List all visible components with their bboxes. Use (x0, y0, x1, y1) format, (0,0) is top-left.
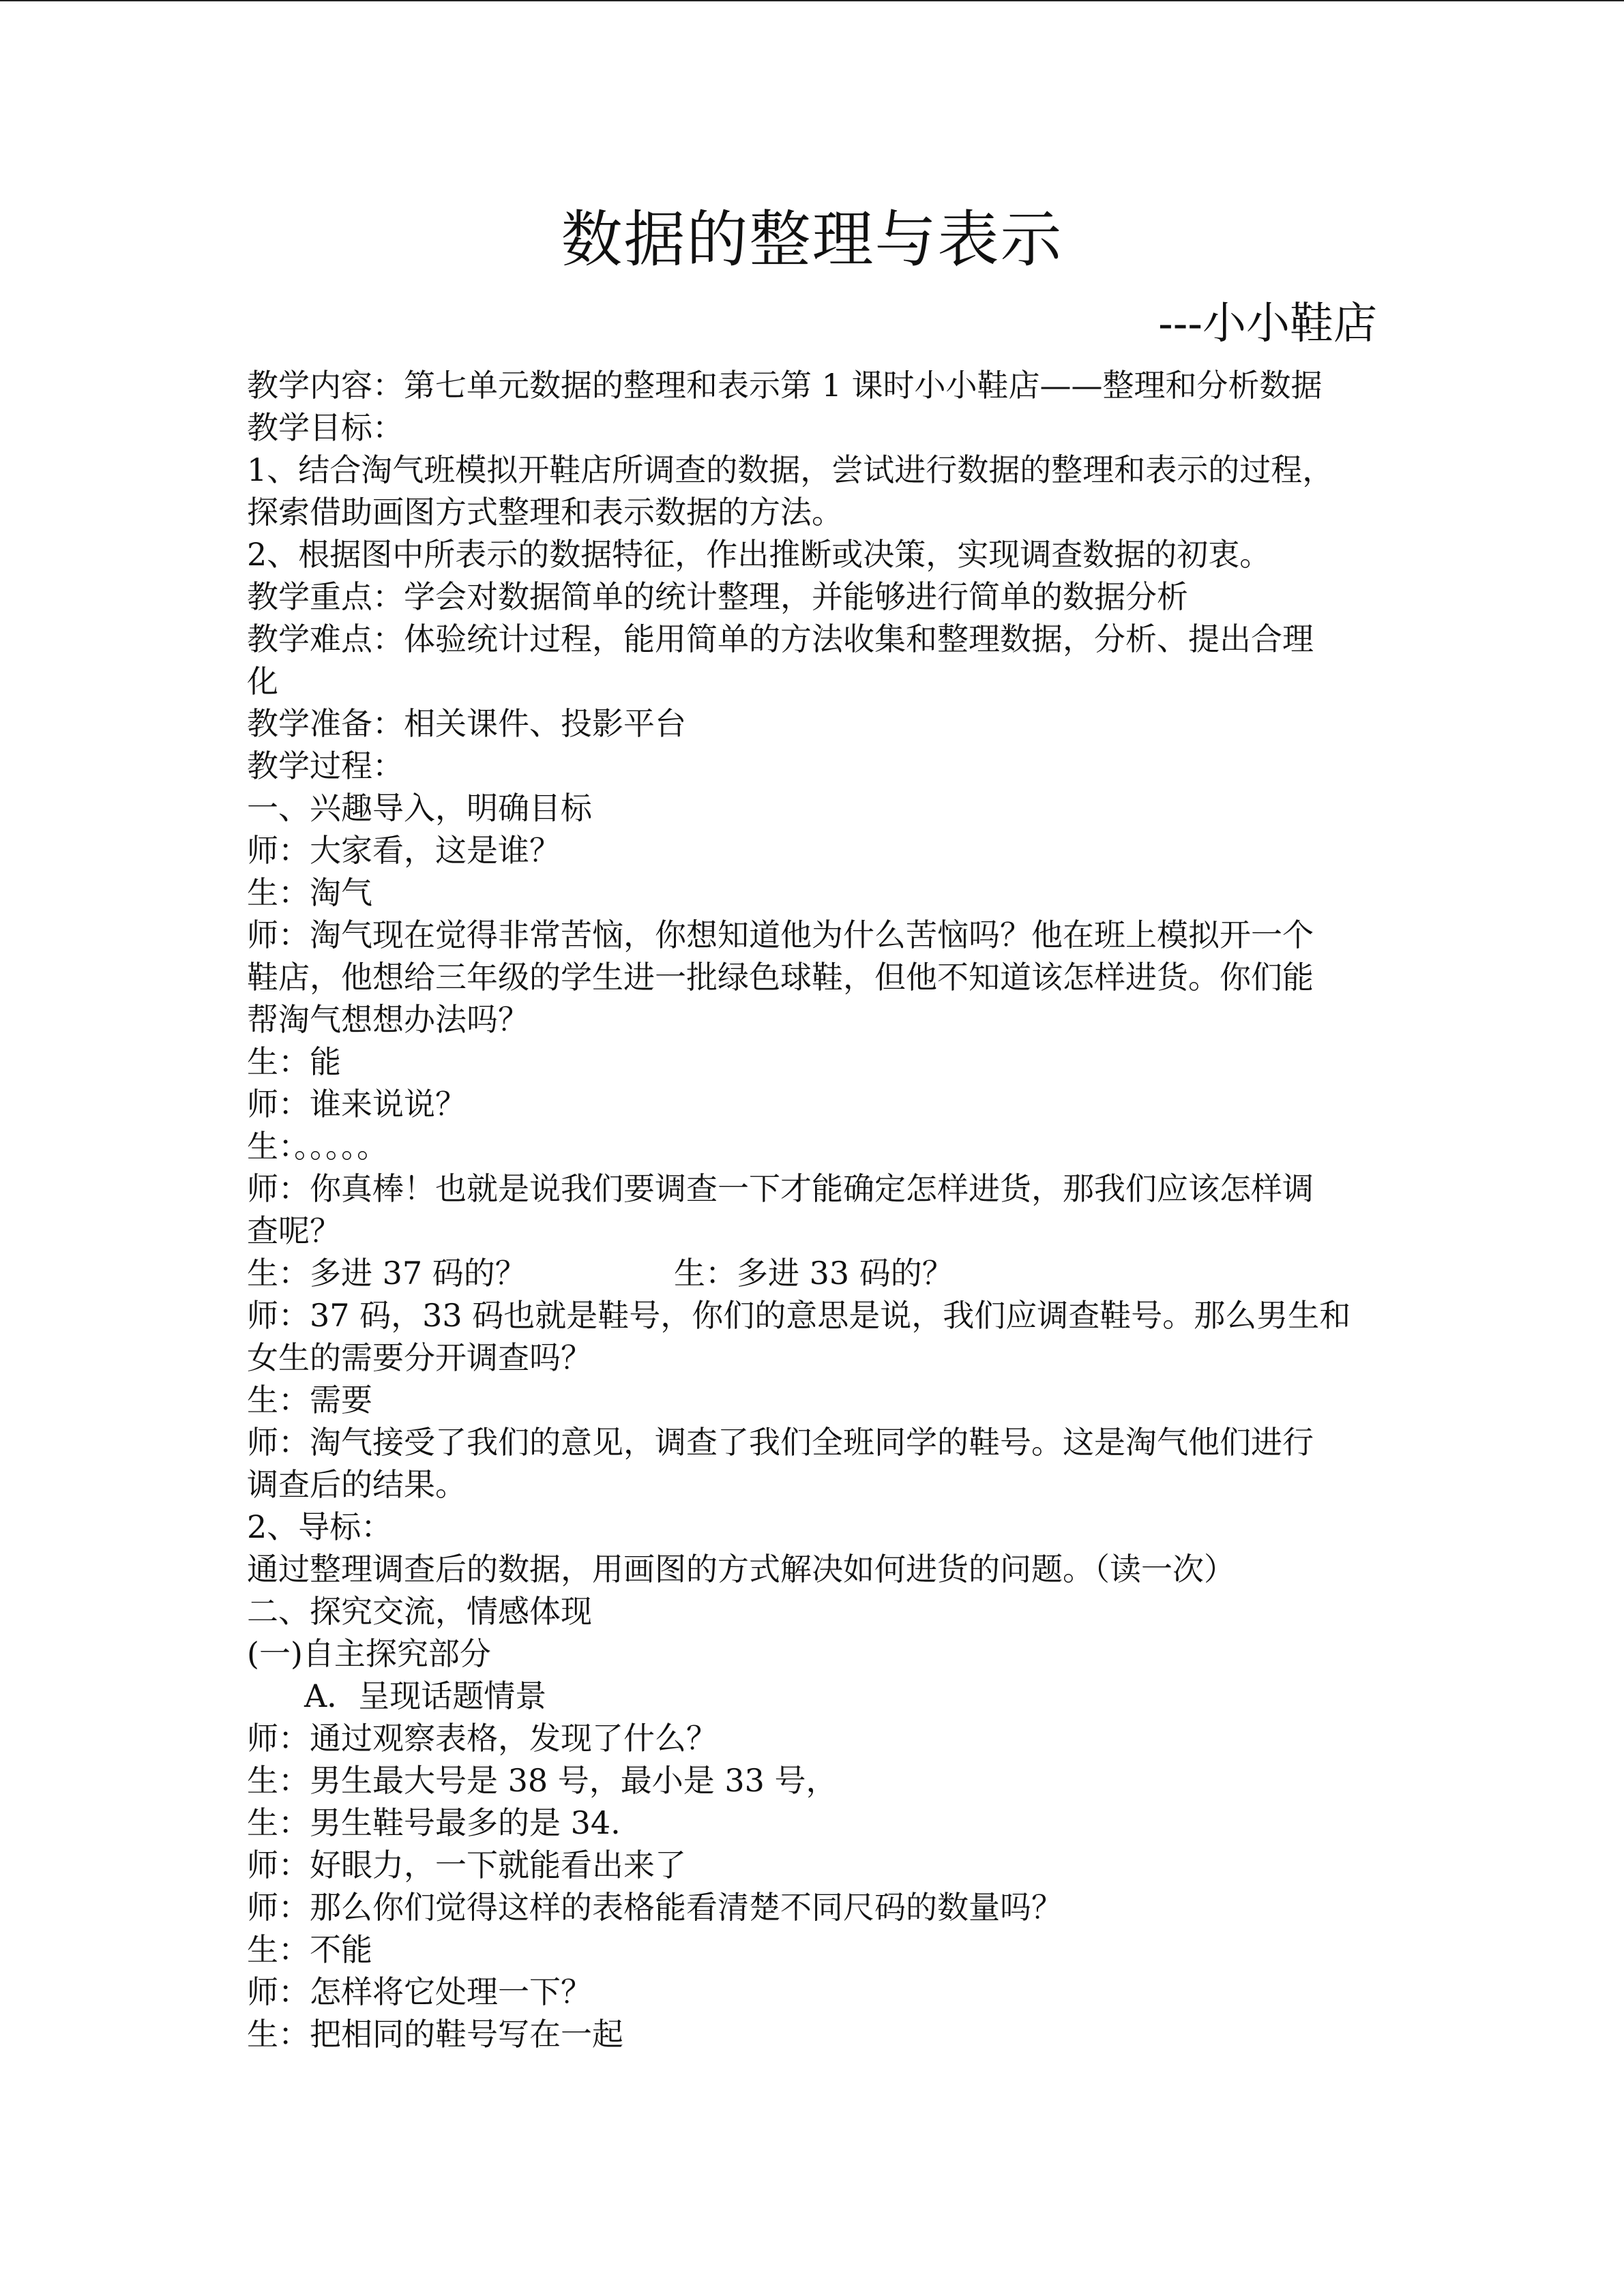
dialogue-right: 生：多进 33 码的？ (674, 1255, 954, 1292)
dialogue-line: 调查后的结果。 (247, 1466, 467, 1503)
document-title: 数据的整理与表示 (561, 204, 1063, 275)
text-line: 化 (247, 663, 278, 700)
dialogue-line: 师：淘气接受了我们的意见，调查了我们全班同学的鞋号。这是淘气他们进行 (247, 1424, 1314, 1461)
dialogue-line: 帮淘气想想办法吗？ (247, 1001, 529, 1038)
text-line: 1、结合淘气班模拟开鞋店所调查的数据，尝试进行数据的整理和表示的过程， (247, 451, 1334, 488)
section-heading: 一、兴趣导入，明确目标 (247, 790, 592, 826)
text-line: 教学过程： (247, 747, 404, 784)
dialogue-left: 生：多进 37 码的？ (247, 1255, 527, 1292)
dialogue-line: 师：好眼力，一下就能看出来了 (247, 1847, 686, 1883)
text-line: 2、根据图中所表示的数据特征，作出推断或决策，实现调查数据的初衷。 (247, 536, 1271, 573)
subsection-heading: A．呈现话题情景 (304, 1678, 547, 1714)
text-line: 探索借助画图方式整理和表示数据的方法。 (247, 494, 843, 531)
dialogue-line: 生：男生鞋号最多的是 34. (247, 1804, 621, 1841)
dialogue-line: 生：不能 (247, 1931, 372, 1968)
text-line: 教学难点：体验统计过程，能用简单的方法收集和整理数据，分析、提出合理 (247, 621, 1314, 657)
dialogue-line: 查呢？ (247, 1212, 341, 1249)
dialogue-line: 师：大家看，这是谁？ (247, 832, 561, 869)
text-line: 教学目标： (247, 409, 404, 446)
dialogue-line: 师：你真棒！也就是说我们要调查一下才能确定怎样进货，那我们应该怎样调 (247, 1170, 1314, 1207)
dialogue-line: 师：通过观察表格，发现了什么？ (247, 1720, 718, 1757)
dialogue-line: 生：能 (247, 1043, 341, 1080)
section-heading: 二、探究交流，情感体现 (247, 1593, 592, 1630)
dialogue-line: 生：把相同的鞋号写在一起 (247, 2016, 623, 2053)
text-line: 教学内容：第七单元数据的整理和表示第 1 课时小小鞋店——整理和分析数据 (247, 367, 1323, 404)
text-line: 教学重点：学会对数据简单的统计整理，并能够进行简单的数据分析 (247, 578, 1188, 615)
dialogue-pair-line (247, 1252, 1379, 1294)
text-line: 通过整理调查后的数据，用画图的方式解决如何进货的问题。（读一次） (247, 1551, 1235, 1587)
dialogue-line: 生：。。。。。 (247, 1128, 388, 1165)
section-heading: 2、导标： (247, 1508, 393, 1545)
dialogue-line: 鞋店，他想给三年级的学生进一批绿色球鞋，但他不知道该怎样进货。你们能 (247, 959, 1314, 996)
section-heading: (一)自主探究部分 (247, 1635, 491, 1672)
dialogue-line: 师：怎样将它处理一下？ (247, 1973, 592, 2010)
dialogue-line: 女生的需要分开调查吗？ (247, 1339, 592, 1376)
dialogue-line: 师：那么你们觉得这样的表格能看清楚不同尺码的数量吗？ (247, 1889, 1063, 1926)
dialogue-line: 生：需要 (247, 1382, 372, 1418)
dialogue-line: 生：男生最大号是 38 号，最小是 33 号， (247, 1762, 838, 1799)
dialogue-line: 生：淘气 (247, 874, 372, 911)
text-line: 教学准备：相关课件、投影平台 (247, 705, 686, 742)
dialogue-line: 师：淘气现在觉得非常苦恼，你想知道他为什么苦恼吗？他在班上模拟开一个 (247, 916, 1314, 953)
dialogue-line: 师：37 码，33 码也就是鞋号，你们的意思是说，我们应调查鞋号。那么男生和 (247, 1297, 1351, 1334)
dialogue-line: 师：谁来说说？ (247, 1086, 467, 1122)
document-subtitle: ---小小鞋店 (1158, 299, 1377, 349)
document-body (247, 364, 1379, 2055)
